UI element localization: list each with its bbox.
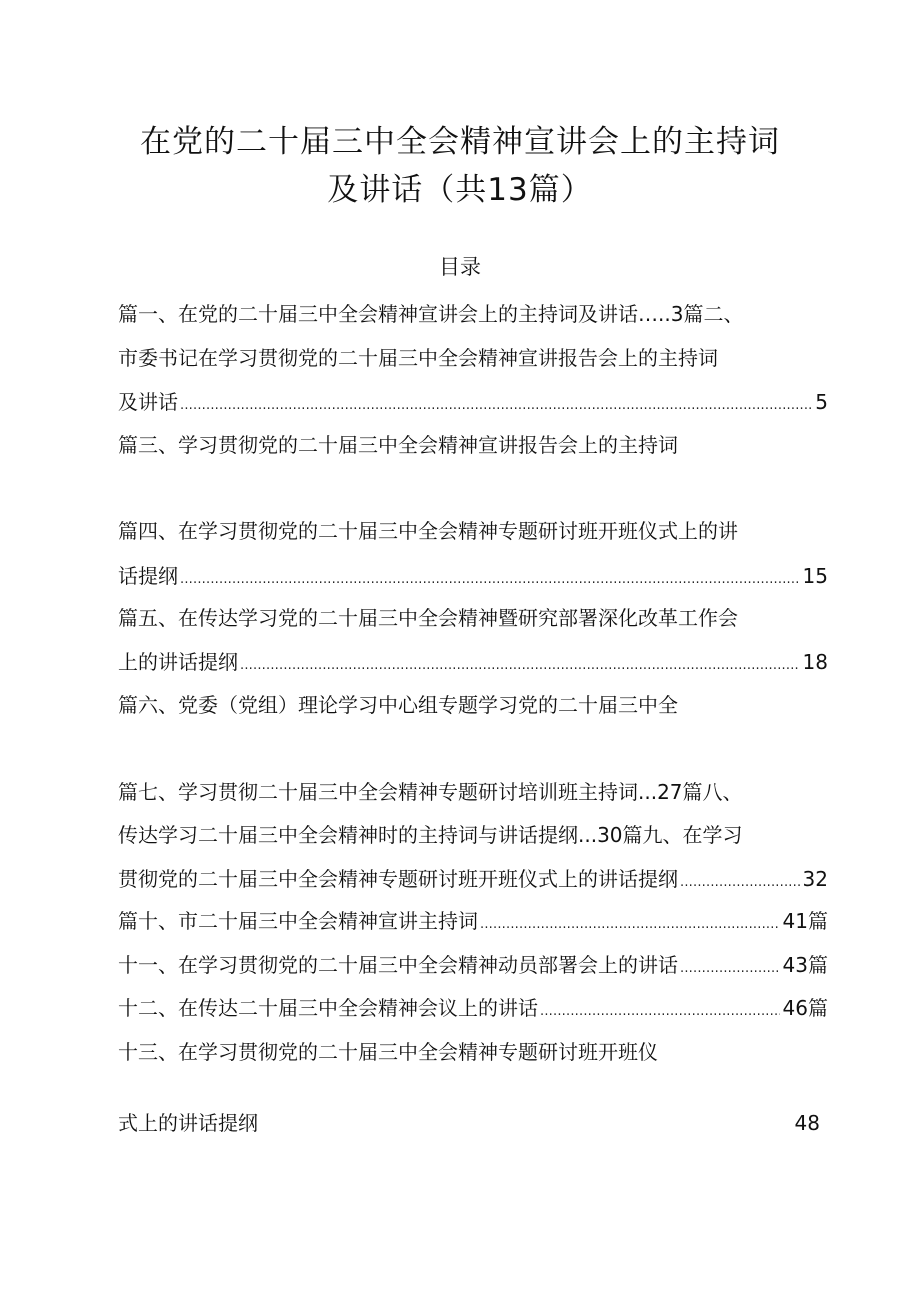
toc-line[interactable]	[118, 428, 828, 462]
toc-line[interactable]	[118, 818, 828, 852]
toc-line-text: 篇六、党委（党组）理论学习中心组专题学习党的二十届三中全	[118, 693, 678, 717]
toc-line[interactable]	[118, 601, 828, 635]
toc-leader-dots	[240, 649, 800, 679]
toc-line[interactable]	[118, 645, 828, 679]
toc-leader-dots	[180, 389, 812, 419]
toc-line-text: 篇七、学习贯彻二十届三中全会精神专题研讨培训班主持词...27篇八、	[118, 780, 743, 804]
toc-line-text: 话提纲	[118, 564, 178, 588]
toc-leader-dots	[680, 952, 780, 982]
toc-line[interactable]	[118, 1106, 828, 1140]
toc-line[interactable]	[118, 775, 828, 809]
toc-line[interactable]	[118, 1035, 828, 1069]
toc-line-text: 十二、在传达二十届三中全会精神会议上的讲话	[118, 996, 538, 1020]
toc-line-tail: 篇	[808, 909, 828, 933]
toc-line-text: 传达学习二十届三中全会精神时的主持词与讲话提纲...30篇九、在学习	[118, 823, 743, 847]
toc-page-number: 15	[802, 564, 828, 588]
toc-line-text: 及讲话	[118, 390, 178, 414]
toc-line-tail: 篇	[808, 953, 828, 977]
toc-line[interactable]	[118, 904, 828, 938]
toc-line[interactable]	[118, 385, 828, 419]
toc-line[interactable]	[118, 341, 828, 375]
toc-page-number: 18	[802, 650, 828, 674]
toc-page-number: 32	[802, 867, 828, 891]
toc-line-tail: 篇	[808, 996, 828, 1020]
toc-line[interactable]	[118, 514, 828, 548]
toc-line-text: 篇五、在传达学习党的二十届三中全会精神暨研究部署深化改革工作会	[118, 606, 738, 630]
document-title-line1: 在党的二十届三中全会精神宣讲会上的主持词	[140, 124, 780, 160]
toc-line[interactable]	[118, 862, 828, 896]
toc-line[interactable]	[118, 688, 828, 722]
toc-line-text: 篇十、市二十届三中全会精神宣讲主持词	[118, 909, 478, 933]
toc-leader-dots	[480, 908, 780, 938]
toc-line-text: 贯彻党的二十届三中全会精神专题研讨班开班仪式上的讲话提纲	[118, 867, 678, 891]
toc-page-number: 48	[794, 1111, 820, 1135]
toc-line[interactable]	[118, 991, 828, 1025]
toc-line[interactable]	[118, 297, 828, 331]
toc-page-number: 46	[782, 996, 808, 1020]
toc-page-number: 41	[782, 909, 808, 933]
toc-leader-dots	[680, 866, 800, 896]
toc-line-text: 十一、在学习贯彻党的二十届三中全会精神动员部署会上的讲话	[118, 953, 678, 977]
toc-line-text: 市委书记在学习贯彻党的二十届三中全会精神宣讲报告会上的主持词	[118, 346, 718, 370]
toc-line[interactable]	[118, 559, 828, 593]
document-title-line2: 及讲话（共13篇）	[327, 172, 593, 208]
toc-line-text: 篇三、学习贯彻党的二十届三中全会精神宣讲报告会上的主持词	[118, 433, 678, 457]
toc-page-number: 5	[815, 390, 828, 414]
toc-line-text: 十三、在学习贯彻党的二十届三中全会精神专题研讨班开班仪	[118, 1040, 658, 1064]
toc-line[interactable]	[118, 948, 828, 982]
toc-leader-dots	[540, 995, 780, 1025]
toc-page-number: 43	[782, 953, 808, 977]
toc-heading: 目录	[439, 255, 481, 279]
toc-line-text: 上的讲话提纲	[118, 650, 238, 674]
toc-line-text: 篇四、在学习贯彻党的二十届三中全会精神专题研讨班开班仪式上的讲	[118, 519, 738, 543]
toc-leader-dots	[180, 563, 800, 593]
toc-line-text: 式上的讲话提纲	[118, 1111, 258, 1135]
toc-line-text: 篇一、在党的二十届三中全会精神宣讲会上的主持词及讲话…..3篇二、	[118, 302, 744, 326]
